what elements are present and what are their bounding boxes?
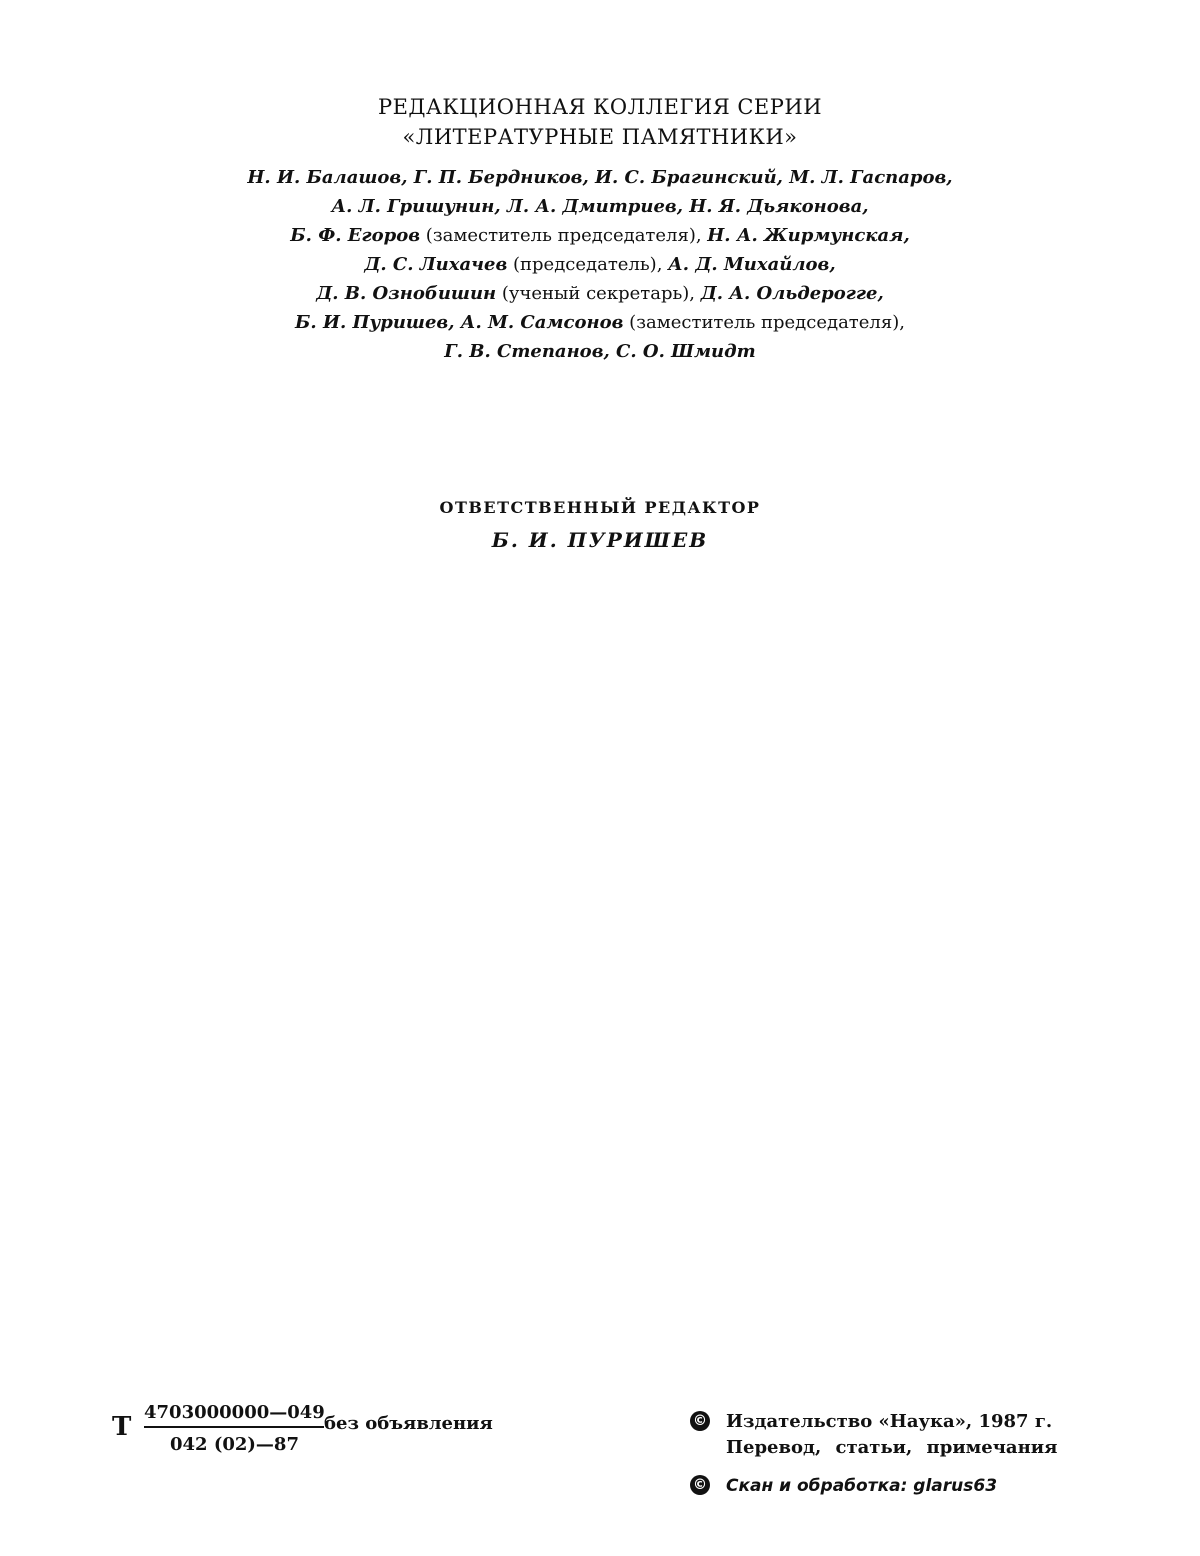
member-line — [0, 250, 1200, 279]
member-names: Б. И. Пуришев, А. М. Самсонов — [295, 312, 624, 333]
copyright-icon: © — [690, 1475, 710, 1495]
index-letter: Т — [112, 1412, 132, 1442]
member-line — [0, 337, 1200, 366]
responsible-editor-label: ОТВЕТСТВЕННЫЙ РЕДАКТОР — [439, 498, 761, 517]
board-title-line2: «ЛИТЕРАТУРНЫЕ ПАМЯТНИКИ» — [402, 125, 798, 149]
member-role: (заместитель председателя), — [623, 312, 905, 333]
editorial-board-heading — [0, 92, 1200, 152]
index-note: без объявления — [324, 1413, 493, 1434]
board-title-line1: РЕДАКЦИОННАЯ КОЛЛЕГИЯ СЕРИИ — [377, 95, 823, 119]
member-names: Г. В. Степанов, С. О. Шмидт — [444, 341, 756, 362]
responsible-editor-name: Б. И. ПУРИШЕВ — [491, 528, 709, 552]
member-line — [0, 221, 1200, 250]
copyright-translation: Перевод, статьи, примечания — [726, 1437, 1058, 1458]
member-line — [0, 308, 1200, 337]
member-role: (председатель), — [507, 254, 669, 275]
member-role: (заместитель председателя), — [420, 225, 708, 246]
scan-credit: Скан и обработка: glarus63 — [726, 1476, 998, 1496]
member-names: Д. А. Ольдерогге, — [700, 283, 884, 304]
index-denominator: 042 (02)—87 — [170, 1434, 299, 1455]
index-numerator: 4703000000—049 — [144, 1402, 324, 1428]
member-names: Б. Ф. Егоров — [290, 225, 421, 246]
copyright-icon: © — [690, 1411, 710, 1431]
member-names: Д. С. Лихачев — [364, 254, 508, 275]
member-line — [0, 163, 1200, 192]
member-names: А. Л. Гришунин, Л. А. Дмитриев, Н. Я. Дьяконова, — [331, 196, 869, 217]
member-line — [0, 279, 1200, 308]
member-names: А. Д. Михайлов, — [668, 254, 836, 275]
copyright-publisher: Издательство «Наука», 1987 г. — [726, 1411, 1053, 1432]
member-names: Н. А. Жирмунская, — [707, 225, 910, 246]
member-names: Д. В. Ознобишин — [316, 283, 497, 304]
member-names: Н. И. Балашов, Г. П. Бердников, И. С. Брагинский, М. Л. Гаспаров, — [247, 167, 953, 188]
member-line — [0, 192, 1200, 221]
index-fraction — [144, 1402, 324, 1455]
editorial-board-members — [0, 163, 1200, 366]
member-role: (ученый секретарь), — [496, 283, 701, 304]
